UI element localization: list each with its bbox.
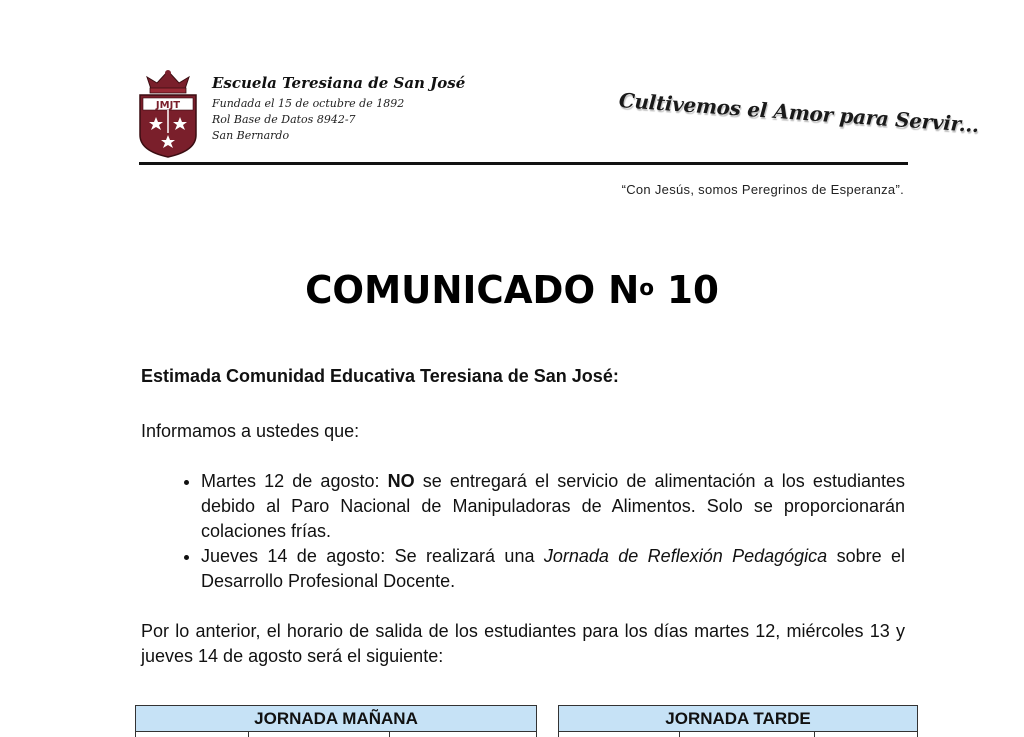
founded-date: Fundada el 15 de octubre de 1892 (212, 97, 405, 110)
bullet2-after: sobre el Desarrollo Profesional Docente. (201, 546, 905, 591)
document-body (141, 364, 905, 669)
list-item (201, 469, 905, 544)
morning-table-header: JORNADA MAÑANA (136, 706, 536, 732)
school-motto: Cultivemos el Amor para Servir... (618, 88, 980, 138)
header-divider (139, 162, 908, 165)
city: San Bernardo (212, 129, 290, 142)
school-info (212, 74, 465, 144)
rol-base-datos: Rol Base de Datos 8942-7 (212, 113, 356, 126)
bullet2-italic: Jornada de Reflexión Pedagógica (543, 546, 828, 566)
school-crest-logo (137, 67, 199, 159)
greeting: Estimada Comunidad Educativa Teresiana de San José: (141, 366, 619, 386)
title-number: 10 (654, 268, 719, 312)
title-main: COMUNICADO N (305, 268, 640, 312)
bullet1-before: Martes 12 de agosto: (201, 471, 388, 491)
document-title (10, 268, 1014, 312)
afternoon-table-header: JORNADA TARDE (559, 706, 917, 732)
bullet1-bold: NO (387, 471, 415, 491)
list-item (201, 544, 905, 594)
slogan: “Con Jesús, somos Peregrinos de Esperanza”. (621, 182, 904, 197)
bullet2-before: Jueves 14 de agosto: Se realizará una (201, 546, 544, 566)
title-degree: o (639, 276, 655, 301)
closing-paragraph: Por lo anterior, el horario de salida de los estudiantes para los días martes 12, miércoles 13 y jueves 14 de agosto será el siguiente: (141, 621, 905, 666)
bullet1-after: se entregará el servicio de alimentación a los estudiantes debido al Paro Nacional de Manipuladoras de Alimentos. Solo se proporcionarán colaciones frías. (201, 471, 905, 541)
morning-schedule-table (135, 705, 537, 737)
school-name: Escuela Teresiana de San José (212, 74, 466, 92)
announcement-list (141, 469, 905, 594)
crest-letters: JMJT (155, 100, 181, 111)
intro-text: Informamos a ustedes que: (141, 421, 360, 441)
afternoon-schedule-table (558, 705, 918, 737)
